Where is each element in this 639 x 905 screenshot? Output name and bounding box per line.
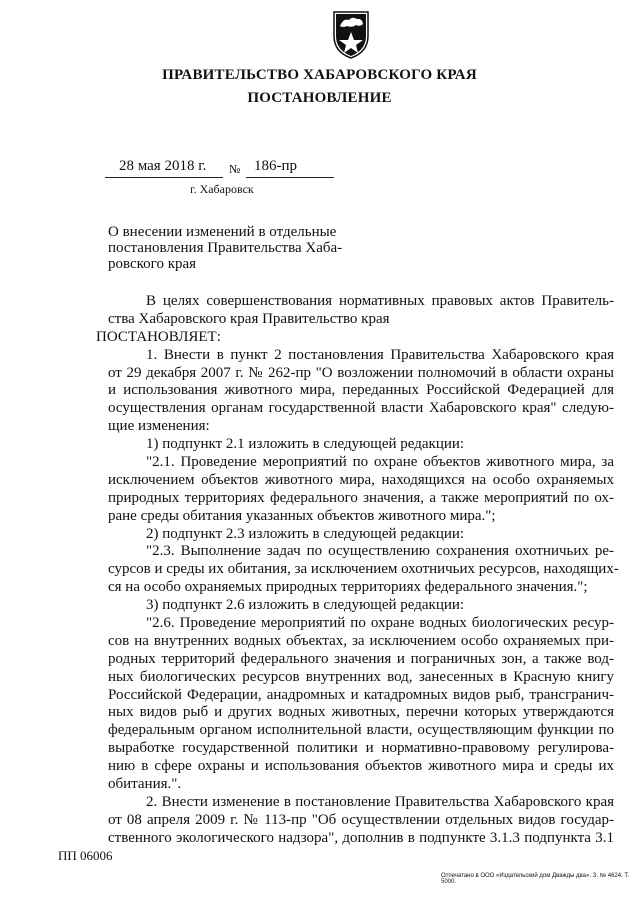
body-line: от 29 декабря 2007 г. № 262-пр "О возложении полномочий в области охраны — [108, 364, 614, 381]
body-line: "2.3. Выполнение задач по осуществлению сохранения охотничьих ре- — [146, 543, 614, 560]
body-line: 2) подпункт 2.3 изложить в следующей редакции: — [146, 525, 465, 542]
body-line: ся на особо охраняемых природных территориях федерального значения."; — [108, 579, 588, 596]
number-sign: № — [229, 162, 241, 176]
printer-imprint: Отпечатано в ООО «Издательский дом Дважды два». З. № 4624. Т. 5000. — [441, 873, 630, 885]
body-line: ране среды обитания указанных объектов животного мира."; — [108, 507, 496, 524]
body-line: 1) подпункт 2.1 изложить в следующей редакции: — [146, 436, 465, 453]
document-subject — [108, 224, 342, 272]
body-line: ственного экологического надзора", дополнив в подпункте 3.1.3 подпункта 3.1 — [108, 829, 614, 846]
document-city: г. Хабаровск — [190, 182, 254, 196]
body-line: обитания.". — [108, 776, 182, 793]
organization-name: ПРАВИТЕЛЬСТВО ХАБАРОВСКОГО КРАЯ — [162, 67, 477, 83]
date-underline — [105, 177, 223, 178]
body-line: В целях совершенствования нормативных правовых актов Правитель- — [146, 293, 614, 309]
body-line: 2. Внести изменение в постановление Правительства Хабаровского края — [146, 793, 614, 810]
document-number: 186-пр — [254, 158, 298, 174]
body-line: от 08 апреля 2009 г. № 113-пр "Об осуществлении отдельных видов государ- — [108, 811, 614, 828]
body-line: родных территорий федерального значения и пограничных зон, а также вод- — [108, 650, 614, 667]
body-line: сов на внутренних водных объектах, за исключением особо охраняемых при- — [108, 632, 614, 649]
subject-line: ровского края — [108, 256, 197, 272]
body-line: щие изменения: — [108, 418, 210, 435]
body-line: федеральным органом исполнительной власти, осуществляющим функции по — [108, 722, 614, 739]
body-line: и использования животного мира, переданных Российской Федерацией для — [108, 382, 614, 399]
body-line: "2.6. Проведение мероприятий по охране водных биологических ресур- — [146, 615, 614, 632]
body-line: сурсов и среды их обитания, за исключением охотничьих ресурсов, находящих- — [108, 561, 619, 578]
body-line: 3) подпункт 2.6 изложить в следующей редакции: — [146, 597, 465, 614]
body-line: ных видов рыб и других водных животных, перечни которых утверждаются — [108, 704, 614, 721]
form-code: ПП 06006 — [58, 848, 113, 863]
body-line: Российской Федерации, анадромных и катадромных видов рыб, трансгранич- — [108, 686, 614, 703]
body-line: ПОСТАНОВЛЯЕТ: — [96, 328, 221, 345]
body-line: нию в сфере охраны и использования объектов животного мира и среды их — [108, 758, 614, 775]
document-type: ПОСТАНОВЛЕНИЕ — [247, 90, 392, 106]
body-line: "2.1. Проведение мероприятий по охране объектов животного мира, за — [146, 454, 614, 471]
number-underline — [246, 177, 334, 178]
body-line: природных территориях федерального значения, а также мероприятий по ох- — [108, 489, 614, 506]
body-line: осуществления органам государственной власти Хабаровского края" следую- — [108, 400, 614, 417]
body-line: выработке государственной политики и нормативно-правовому регулирова- — [108, 740, 614, 757]
subject-line: постановления Правительства Хаба- — [108, 240, 343, 256]
document-body — [96, 293, 619, 848]
coat-of-arms-icon — [330, 6, 372, 60]
body-line: 1. Внести в пункт 2 постановления Правительства Хабаровского края — [146, 346, 614, 363]
body-line: ных биологических ресурсов внутренних вод, занесенных в Красную книгу — [108, 668, 614, 685]
body-line: ства Хабаровского края Правительство края — [108, 310, 390, 327]
subject-line: О внесении изменений в отдельные — [108, 224, 337, 240]
document-date: 28 мая 2018 г. — [119, 158, 207, 174]
body-line: исключением объектов животного мира, находящихся на особо охраняемых — [108, 471, 614, 488]
